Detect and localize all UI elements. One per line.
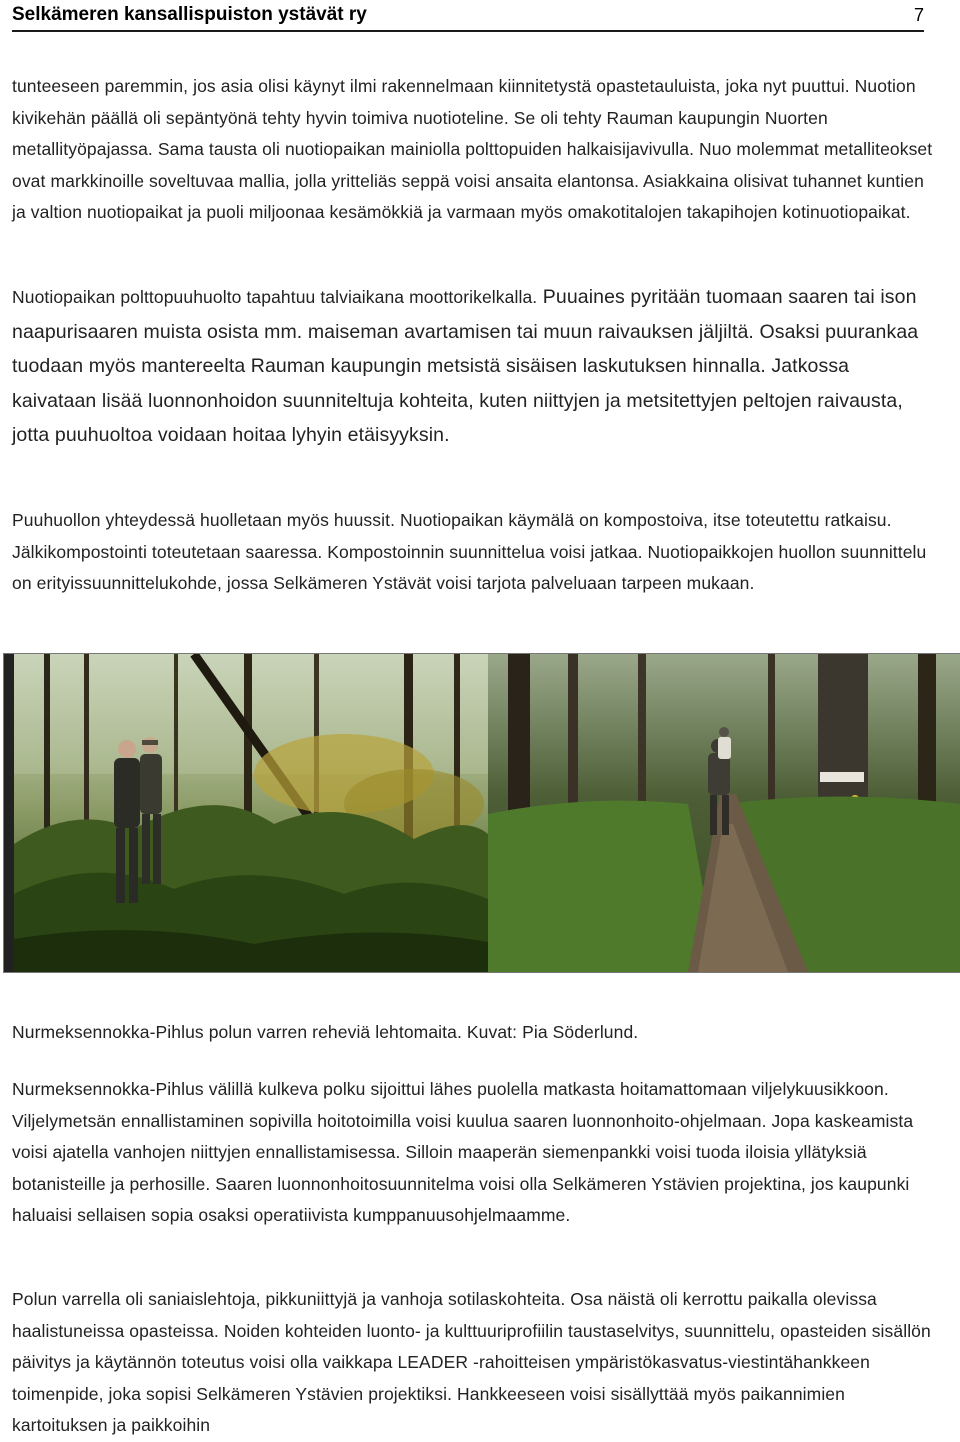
paragraph-firewood-lead: Nuotiopaikan polttopuuhuolto tapahtuu talviaikana moottorikelkalla. <box>12 287 538 307</box>
document-title: Selkämeren kansallispuiston ystävät ry <box>12 4 367 25</box>
forest-hikers-photo <box>14 654 488 972</box>
paragraph-metalwork: tunteeseen paremmin, jos asia olisi käynyt ilmi rakennelmaan kiinnitetystä opastetauluista, joka nyt puuttui. Nuotion kivikehän päällä oli sepäntyönä tehty hyvin toimiva nuotioteline. Se oli tehty Rauman kaupungin Nuorten metallityöpajassa. Sama tausta oli nuotiopaikan mainiolla polttopuiden halkaisijavivulla. Nuo molemmat metalliteokset ovat markkinoille soveltuvaa mallia, jolla yritteliäs seppä voisi ansaita elantonsa. Asiakkaina olisivat tuhannet kuntien ja valtion nuotiopaikat ja puoli miljoonaa kesämökkiä ja varmaan myös omakotitalojen takapihojen kotinuotiopaikat. <box>12 76 933 222</box>
page-header <box>12 0 924 32</box>
paragraph-trail-forest: Nurmeksennokka-Pihlus välillä kulkeva polku sijoittui lähes puolella matkasta hoitamattomaan viljelykuusikkoon. Viljelymetsän ennallistaminen sopivilla hoitotoimilla voisi kuulua saaren luonnonhoito-ohjelmaan. Jopa kaskeamista voisi ajatella vanhojen niittyjen ennallistamisessa. Silloin maaperän siemenpankki voisi tuoda iloisia yllätyksiä botanisteille ja perhosille. Saaren luonnonhoitosuunnitelma voisi olla Selkämeren Ystävien projektina, jos kaupunki haluaisi sellaisen sopia osaksi operatiivista kumppanuusohjelmaamme. <box>12 1079 914 1225</box>
photo-caption: Nurmeksennokka-Pihlus polun varren reheviä lehtomaita. Kuvat: Pia Söderlund. <box>12 1022 639 1042</box>
paragraph-firewood-body: Puuaines pyritään tuomaan saaren tai ison naapurisaaren muista osista mm. maiseman avartamisen tai muun raivauksen jäljiltä. Osaksi puurankaa tuodaan myös mantereelta Rauman kaupungin metsistä sisäisen laskutuksen hinnalla. Jatkossa kaivataan lisää luonnonhoidon suunniteltuja kohteita, kuten niittyjen ja metsitettyjen peltojen raivausta, jotta puuhuoltoa voidaan hoitaa lyhyin etäisyyksin. <box>12 286 919 446</box>
paragraph-firewood <box>12 280 937 453</box>
paragraph-trail-sites: Polun varrella oli saniaislehtoja, pikkuniittyjä ja vanhoja sotilaskohteita. Osa näistä oli kerrottu paikalla olevissa haalistuneissa opasteissa. Noiden kohteiden luonto- ja kulttuuriprofiilin taustaselvitys, suunnittelu, opasteiden sisällön päivitys ja käytännön toteutus voisi olla vaikkapa LEADER -rahoitteisen ympäristökasvatus-viestintähankkeen toimenpide, joka sopisi Selkämeren Ystävien projektiksi. Hankkeeseen voisi sisällyttää myös paikannimien kartoituksen ja paikkoihin <box>12 1289 931 1435</box>
photo-pair <box>3 653 960 973</box>
page-number: 7 <box>913 4 924 25</box>
forest-path-photo <box>488 654 960 972</box>
paragraph-toilets: Puuhuollon yhteydessä huolletaan myös huussit. Nuotiopaikan käymälä on kompostoiva, itse toteutettu ratkaisu. Jälkikompostointi toteutetaan saaressa. Kompostoinnin suunnittelua voisi jatkaa. Nuotiopaikkojen huollon suunnittelu on erityissuunnittelukohde, jossa Selkämeren Ystävät voisi tarjota palveluaan tarpeen mukaan. <box>12 510 927 593</box>
